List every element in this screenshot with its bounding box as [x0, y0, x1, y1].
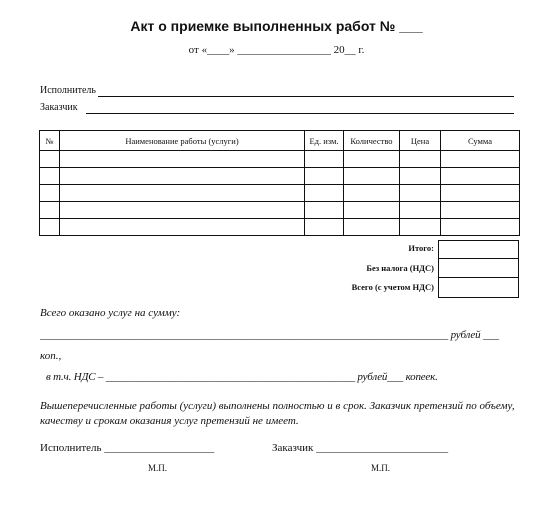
table-cell[interactable]: [441, 202, 520, 219]
table-cell[interactable]: [400, 185, 441, 202]
column-header-quantity: Количество: [344, 131, 400, 151]
table-cell[interactable]: [60, 219, 305, 236]
works-table: [39, 130, 520, 236]
executor-stamp-label: М.П.: [148, 463, 168, 473]
with-vat-label: Всего (с учетом НДС): [351, 282, 434, 292]
table-cell[interactable]: [400, 219, 441, 236]
executor-signature-line[interactable]: Исполнитель ____________________: [40, 442, 215, 454]
table-cell[interactable]: [305, 202, 344, 219]
no-vat-value-box[interactable]: [438, 258, 519, 278]
table-cell[interactable]: [305, 185, 344, 202]
table-cell[interactable]: [441, 151, 520, 168]
table-cell[interactable]: [40, 185, 60, 202]
table-cell[interactable]: [60, 151, 305, 168]
column-header-work-name: Наименование работы (услуги): [60, 131, 305, 151]
table-row: [40, 151, 520, 168]
document-title: Акт о приемке выполненных работ № ___: [130, 18, 423, 34]
customer-label: Заказчик: [40, 102, 78, 113]
vat-line[interactable]: в т.ч. НДС – _______________________________________________ рублей___ копеек.: [46, 371, 438, 383]
table-row: [40, 185, 520, 202]
table-cell[interactable]: [60, 168, 305, 185]
table-header-row: [40, 131, 520, 151]
table-cell[interactable]: [40, 202, 60, 219]
customer-stamp-label: М.П.: [371, 463, 391, 473]
table-cell[interactable]: [400, 202, 441, 219]
table-cell[interactable]: [40, 151, 60, 168]
table-row: [40, 219, 520, 236]
table-cell[interactable]: [344, 168, 400, 185]
table-cell[interactable]: [400, 151, 441, 168]
table-cell[interactable]: [40, 219, 60, 236]
completion-statement: Вышеперечисленные работы (услуги) выполнены полностью и в срок. Заказчик претензий по объему, качеству и срокам оказания услуг претензий не имеет.: [40, 400, 515, 427]
table-cell[interactable]: [400, 168, 441, 185]
executor-label: Исполнитель: [40, 85, 96, 96]
table-cell[interactable]: [344, 185, 400, 202]
rubles-line[interactable]: _____________________________________________________________________________ рублей ___: [40, 329, 499, 341]
column-header-sum: Сумма: [441, 131, 520, 151]
services-total-label: Всего оказано услуг на сумму:: [40, 307, 181, 319]
column-header-number: №: [40, 131, 60, 151]
table-cell[interactable]: [305, 219, 344, 236]
customer-signature-line[interactable]: Заказчик ________________________: [272, 442, 449, 454]
no-vat-label: Без налога (НДС): [366, 263, 434, 273]
table-cell[interactable]: [60, 185, 305, 202]
document-date-line: от «____» _________________ 20__ г.: [188, 44, 365, 56]
table-cell[interactable]: [305, 151, 344, 168]
table-cell[interactable]: [441, 168, 520, 185]
table-cell[interactable]: [344, 151, 400, 168]
table-row: [40, 202, 520, 219]
table-cell[interactable]: [344, 202, 400, 219]
table-row: [40, 168, 520, 185]
table-cell[interactable]: [60, 202, 305, 219]
table-cell[interactable]: [441, 185, 520, 202]
table-cell[interactable]: [40, 168, 60, 185]
table-cell[interactable]: [344, 219, 400, 236]
customer-line: [86, 113, 514, 114]
kopecks-label: коп.,: [40, 350, 62, 362]
table-cell[interactable]: [441, 219, 520, 236]
executor-line: [98, 96, 514, 97]
with-vat-value-box[interactable]: [438, 277, 519, 298]
column-header-unit: Ед. изм.: [305, 131, 344, 151]
table-cell[interactable]: [305, 168, 344, 185]
total-label: Итого:: [408, 243, 434, 253]
total-value-box[interactable]: [438, 240, 519, 259]
column-header-price: Цена: [400, 131, 441, 151]
